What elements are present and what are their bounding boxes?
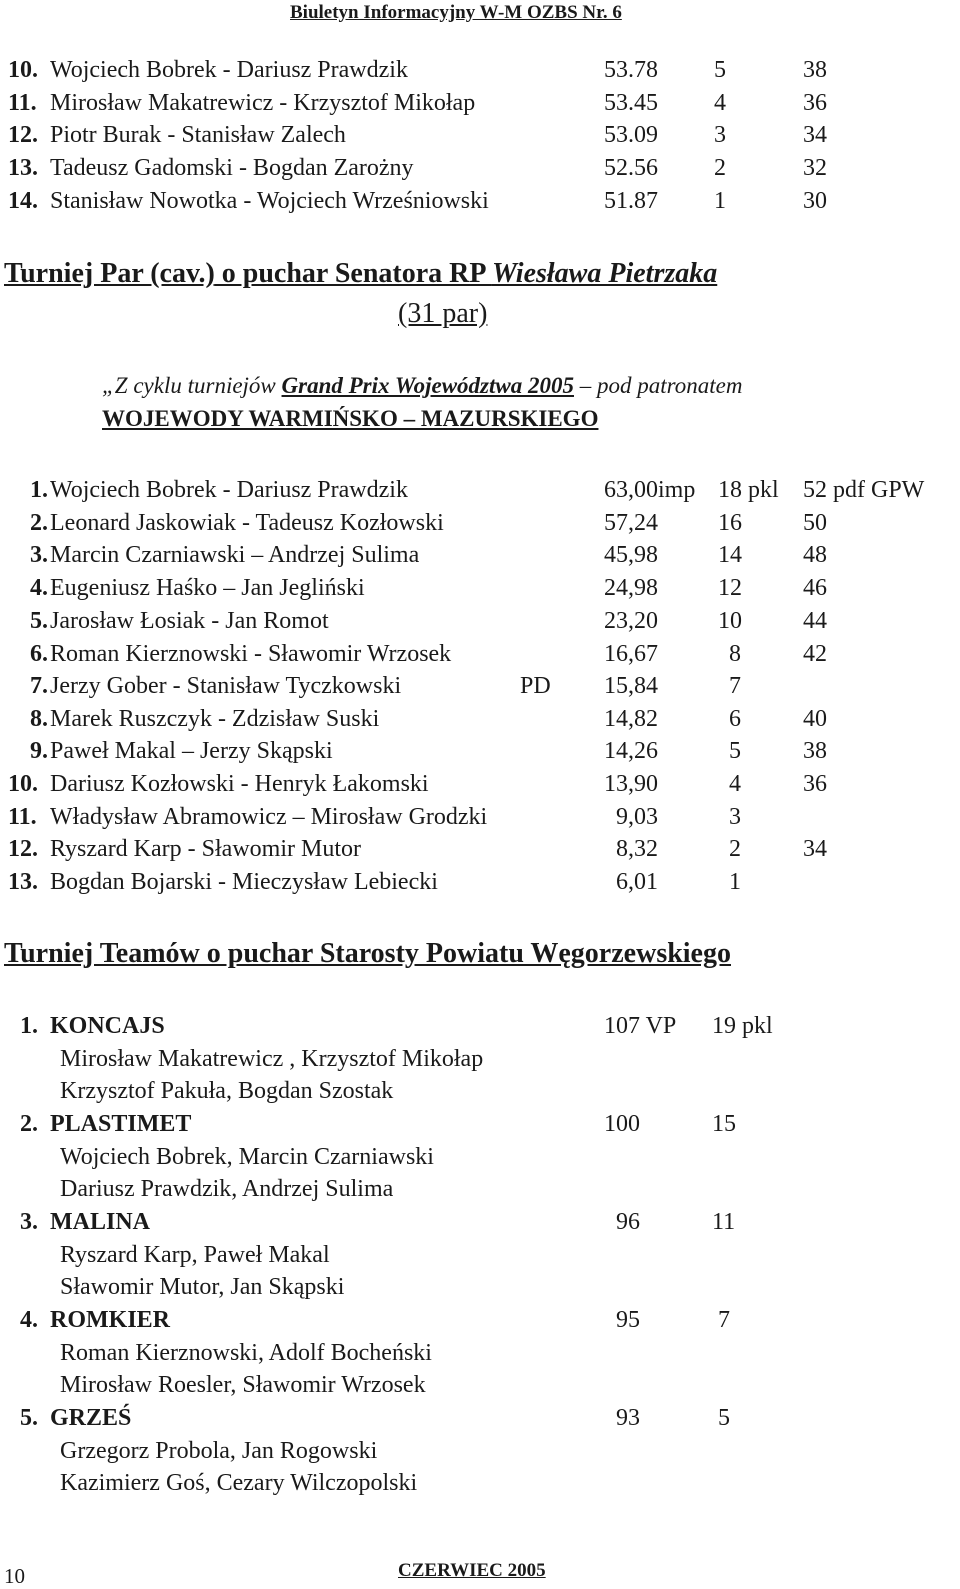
pair-names: Marcin Czarniawski – Andrzej Sulima [50,542,420,568]
pair-names: Dariusz Kozłowski - Henryk Łakomski [50,771,429,797]
page-number: 10 [4,1564,25,1588]
vp-score: 107 VP [604,1013,677,1039]
imp-score: 16,67 [604,641,658,667]
members-line: Wojciech Bobrek, Marcin Czarniawski [60,1144,434,1170]
pkl-points: 11 [712,1209,736,1235]
team-members [0,1470,960,1503]
result-row [0,836,960,869]
voivode-patronage: WOJEWODY WARMIŃSKO – MAZURSKIEGO [102,406,599,431]
pair-names: Jerzy Gober - Stanisław Tyczkowski [50,673,402,699]
imp-score: 13,90 [604,771,658,797]
pdf-points: 36 [803,771,827,797]
rank: 2. [30,510,48,536]
pair-names: Władysław Abramowicz – Mirosław Grodzki [50,804,488,830]
rank: 12. [8,836,38,862]
imp-score: 8,32 [616,836,658,862]
pair-names: Bogdan Bojarski - Mieczysław Lebiecki [50,869,438,895]
pair-names: Roman Kierznowski - Sławomir Wrzosek [50,641,452,667]
rank: 12. [8,122,38,148]
result-row [0,869,960,902]
result-row [0,673,960,706]
pairs-title-part1: Turniej Par (cav.) [4,258,215,289]
rank: 11. [8,804,37,830]
score: 53.78 [604,57,658,83]
result-row [0,90,960,123]
team-row [0,1013,960,1046]
score: 51.87 [604,188,658,214]
pair-names: Mirosław Makatrewicz - Krzysztof Mikołap [50,90,476,116]
result-row [0,542,960,575]
rank: 3. [20,1209,38,1235]
rank: 1. [30,477,48,503]
team-row [0,1111,960,1144]
team-name: GRZEŚ [50,1405,132,1431]
imp-score: 23,20 [604,608,658,634]
pdf-points: 34 [803,122,827,148]
pair-names: Ryszard Karp - Sławomir Mutor [50,836,361,862]
team-members [0,1438,960,1471]
pair-names: Tadeusz Gadomski - Bogdan Zarożny [50,155,414,181]
rank: 6. [30,641,48,667]
pkl-points: 3 [729,804,741,830]
rank: 5. [20,1405,38,1431]
pdf-points: 52 pdf GPW [803,477,925,503]
pair-names: Jarosław Łosiak - Jan Romot [50,608,329,634]
pair-names: Leonard Jaskowiak - Tadeusz Kozłowski [50,510,444,536]
pair-names: Wojciech Bobrek - Dariusz Prawdzik [50,57,408,83]
team-members [0,1078,960,1111]
pkl-points: 10 [718,608,742,634]
team-members [0,1046,960,1079]
rank: 2. [20,1111,38,1137]
pairs-title-part3: Wiesława Pietrzaka [491,258,718,289]
team-members [0,1176,960,1209]
pairs-count: (31 par) [398,298,488,329]
pdf-points: 50 [803,510,827,536]
pkl-points: 5 [729,738,741,764]
members-line: Kazimierz Goś, Cezary Wilczopolski [60,1470,418,1496]
members-line: Ryszard Karp, Paweł Makal [60,1242,330,1268]
pkl-points: 12 [718,575,742,601]
pair-names: Eugeniusz Haśko – Jan Jegliński [50,575,365,601]
pdf-points: 42 [803,641,827,667]
pkl-points: 2 [729,836,741,862]
rank: 13. [8,869,38,895]
vp-score: 93 [616,1405,640,1431]
pdf-points: 36 [803,90,827,116]
team-row [0,1307,960,1340]
pkl-points: 6 [729,706,741,732]
imp-score: 14,82 [604,706,658,732]
pdf-points: 44 [803,608,827,634]
pair-names: Paweł Makal – Jerzy Skąpski [50,738,333,764]
cycle-part2: Grand Prix Województwa 2005 [281,373,574,398]
pdf-points: 34 [803,836,827,862]
vp-score: 100 [604,1111,640,1137]
imp-score: 24,98 [604,575,658,601]
cycle-part3: – pod patronatem [573,373,743,398]
place-points: 1 [714,188,726,214]
result-row [0,738,960,771]
rank: 14. [8,188,38,214]
result-row [0,771,960,804]
members-line: Mirosław Makatrewicz , Krzysztof Mikołap [60,1046,484,1072]
cycle-info [102,373,742,399]
place-points: 3 [714,122,726,148]
pair-names: Piotr Burak - Stanisław Zalech [50,122,346,148]
rank: 8. [30,706,48,732]
pkl-points: 14 [718,542,742,568]
result-row [0,155,960,188]
pdf-points: 38 [803,738,827,764]
result-row [0,477,960,510]
result-row [0,57,960,90]
team-members [0,1340,960,1373]
bulletin-header: Biuletyn Informacyjny W-M OZBS Nr. 6 [290,2,622,23]
members-line: Sławomir Mutor, Jan Skąpski [60,1274,345,1300]
pair-names: Marek Ruszczyk - Zdzisław Suski [50,706,380,732]
rank: 10. [8,771,38,797]
team-members [0,1144,960,1177]
team-members [0,1242,960,1275]
members-line: Dariusz Prawdzik, Andrzej Sulima [60,1176,394,1202]
pair-names: Wojciech Bobrek - Dariusz Prawdzik [50,477,408,503]
vp-score: 95 [616,1307,640,1333]
result-row [0,641,960,674]
result-row [0,510,960,543]
pdf-points: 32 [803,155,827,181]
imp-score: 45,98 [604,542,658,568]
pkl-points: 16 [718,510,742,536]
imp-score: 6,01 [616,869,658,895]
rank: 7. [30,673,48,699]
pd-note: PD [520,673,551,699]
pdf-points: 48 [803,542,827,568]
place-points: 4 [714,90,726,116]
result-row [0,575,960,608]
score: 53.45 [604,90,658,116]
result-row [0,804,960,837]
rank: 10. [8,57,38,83]
score: 53.09 [604,122,658,148]
team-row [0,1405,960,1438]
rank: 4. [30,575,48,601]
imp-score: 57,24 [604,510,658,536]
place-points: 2 [714,155,726,181]
team-row [0,1209,960,1242]
result-row [0,706,960,739]
pairs-title-part2: o puchar Senatora RP [214,258,492,289]
place-points: 5 [714,57,726,83]
result-row [0,122,960,155]
score: 52.56 [604,155,658,181]
pdf-points: 30 [803,188,827,214]
pkl-points: 1 [729,869,741,895]
vp-score: 96 [616,1209,640,1235]
members-line: Krzysztof Pakuła, Bogdan Szostak [60,1078,394,1104]
footer-date: CZERWIEC 2005 [398,1560,546,1581]
rank: 9. [30,738,48,764]
cycle-part1: „Z cyklu turniejów [102,373,282,398]
result-row [0,188,960,221]
team-members [0,1372,960,1405]
result-row [0,608,960,641]
imp-score: 63,00imp [604,477,696,503]
team-name: KONCAJS [50,1013,165,1039]
rank: 5. [30,608,48,634]
pairs-tournament-title [4,258,717,290]
pkl-points: 15 [712,1111,736,1137]
pdf-points: 46 [803,575,827,601]
pkl-points: 7 [729,673,741,699]
pkl-points: 7 [718,1307,730,1333]
pkl-points: 5 [718,1405,730,1431]
pkl-points: 19 pkl [712,1013,773,1039]
pkl-points: 18 pkl [718,477,779,503]
pdf-points: 38 [803,57,827,83]
imp-score: 9,03 [616,804,658,830]
rank: 4. [20,1307,38,1333]
rank: 3. [30,542,48,568]
teams-tournament-title: Turniej Teamów o puchar Starosty Powiatu Węgorzewskiego [4,938,731,969]
pkl-points: 8 [729,641,741,667]
pair-names: Stanisław Nowotka - Wojciech Wrześniowski [50,188,489,214]
members-line: Roman Kierznowski, Adolf Bocheński [60,1340,432,1366]
pkl-points: 4 [729,771,741,797]
rank: 1. [20,1013,38,1039]
imp-score: 14,26 [604,738,658,764]
members-line: Mirosław Roesler, Sławomir Wrzosek [60,1372,426,1398]
team-name: PLASTIMET [50,1111,192,1137]
pdf-points: 40 [803,706,827,732]
members-line: Grzegorz Probola, Jan Rogowski [60,1438,378,1464]
rank: 11. [8,90,37,116]
team-name: ROMKIER [50,1307,170,1333]
team-name: MALINA [50,1209,150,1235]
rank: 13. [8,155,38,181]
imp-score: 15,84 [604,673,658,699]
team-members [0,1274,960,1307]
